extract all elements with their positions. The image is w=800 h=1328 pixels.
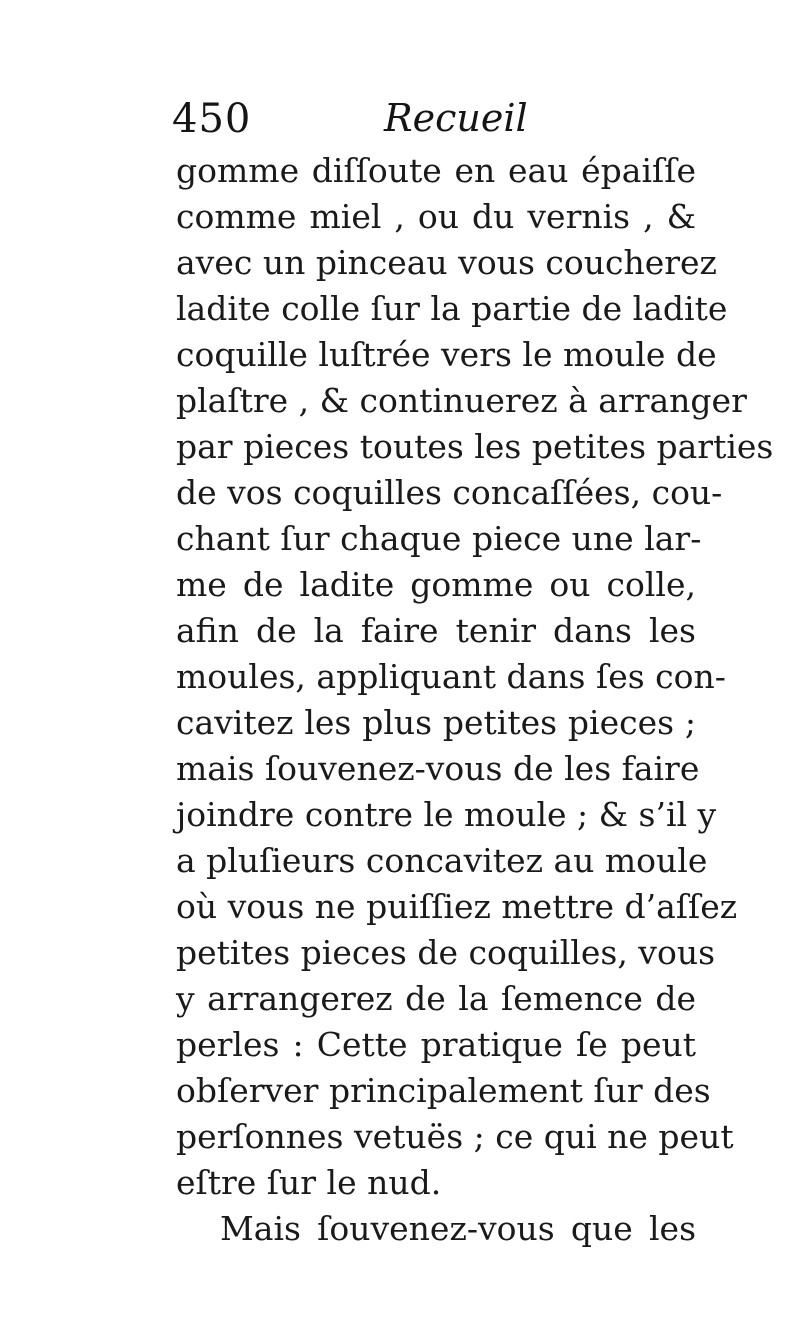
text-line: petites pieces de coquilles, vous — [176, 933, 716, 972]
body-text — [176, 148, 774, 1252]
text-line: gomme diſſoute en eau épaiſſe — [176, 151, 696, 190]
text-line: joindre contre le moule ; & s’il y — [176, 795, 717, 834]
text-line: plaſtre , & continuerez à arranger — [176, 381, 747, 420]
text-line: afin de la faire tenir dans les — [176, 611, 696, 650]
text-line: a pluſieurs concavitez au moule — [176, 841, 708, 880]
text-line: coquille luſtrée vers le moule de — [176, 335, 717, 374]
text-line: ladite colle ſur la partie de ladite — [176, 289, 728, 328]
text-line: comme miel , ou du vernis , & — [176, 197, 696, 236]
text-line: y arrangerez de la ſemence de — [176, 979, 696, 1018]
text-line: cavitez les plus petites pieces ; — [176, 703, 696, 742]
text-line: me de ladite gomme ou colle, — [176, 565, 696, 604]
text-line: perles : Cette pratique ſe peut — [176, 1025, 696, 1064]
text-line: moules, appliquant dans ſes con- — [176, 657, 726, 696]
text-line: où vous ne puiſſiez mettre d’aſſez — [176, 887, 738, 926]
paragraph-end-line: eſtre ſur le nud. — [176, 1163, 442, 1202]
text-line: mais ſouvenez-vous de les faire — [176, 749, 700, 788]
text-line: perſonnes vetuës ; ce qui ne peut — [176, 1117, 734, 1156]
paragraph-start-line: Mais ſouvenez-vous que les — [220, 1209, 696, 1248]
page-number: 450 — [172, 96, 252, 142]
text-line: obſerver principalement ſur des — [176, 1071, 711, 1110]
page-header — [172, 96, 528, 152]
text-line: de vos coquilles concaſſées, cou- — [176, 473, 723, 512]
text-line: par pieces toutes les petites parties — [176, 427, 774, 466]
text-line: avec un pinceau vous coucherez — [176, 243, 717, 282]
running-head: Recueil — [384, 96, 528, 140]
text-line: chant ſur chaque piece une lar- — [176, 519, 702, 558]
